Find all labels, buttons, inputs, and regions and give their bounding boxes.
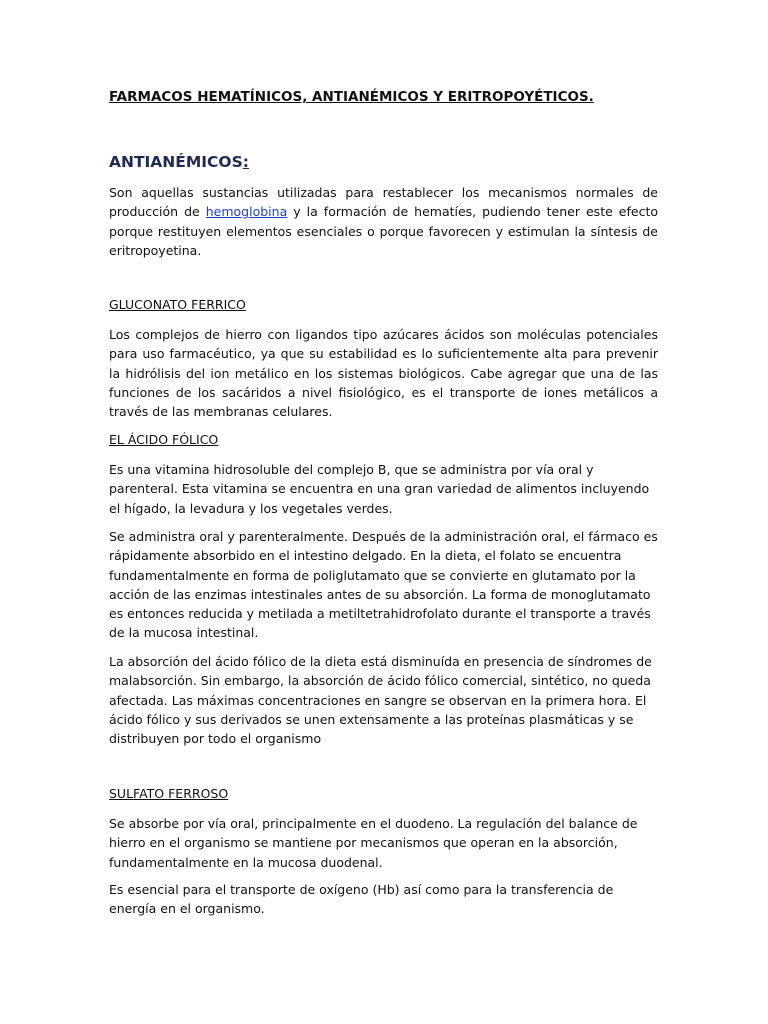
- hemoglobina-link[interactable]: hemoglobina: [205, 204, 288, 220]
- subheading-sulfato-ferroso: SULFATO FERROSO: [109, 786, 229, 801]
- section-heading-colon: :: [242, 153, 249, 171]
- paragraph-sulfato-ferroso-2: Es esencial para el transporte de oxígeno (Hb) así como para la transferencia de energía en el organismo.: [109, 882, 614, 917]
- paragraph-acido-folico-2: Se administra oral y parenteralmente. Después de la administración oral, el fármaco es rápidamente absorbido en el intestino delgado. En la dieta, el folato se encuentra fundamentalmente en forma de poliglutamato que se convierte en glutamato por la acción de las enzimas intestinales antes de su absorción. La forma de monoglutamato es entonces reducida y metilada a metiltetrahidrofolato durante el transporte a través de la mucosa intestinal.: [109, 529, 658, 641]
- paragraph-gluconato-ferrico: Los complejos de hierro con ligandos tipo azúcares ácidos son moléculas potenciales para uso farmacéutico, ya que su estabilidad es lo suficientemente alta para prevenir la hidrólisis del ion metálico en los sistemas biológicos. Cabe agregar que una de las funciones de los sacáridos a nivel fisiológico, es el transporte de iones metálicos a través de las membranas celulares.: [109, 327, 658, 420]
- paragraph-sulfato-ferroso-1: Se absorbe por vía oral, principalmente en el duodeno. La regulación del balance de hierro en el organismo se mantiene por mecanismos que operan en la absorción, fundamentalmente en la mucosa duodenal.: [109, 816, 638, 870]
- document-title: FARMACOS HEMATÍNICOS, ANTIANÉMICOS Y ERITROPOYÉTICOS.: [109, 89, 594, 105]
- intro-text-before-link: Son aquellas sustancias utilizadas para restablecer los mecanismos normales de producción de: [109, 185, 658, 220]
- intro-paragraph: [109, 183, 658, 260]
- subheading-gluconato-ferrico: GLUCONATO FERRICO: [109, 297, 246, 312]
- section-heading-antianemicos: [109, 153, 658, 171]
- subheading-acido-folico: EL ÁCIDO FÓLICO: [109, 432, 219, 447]
- paragraph-acido-folico-3: La absorción del ácido fólico de la dieta está disminuída en presencia de síndromes de malabsorción. Sin embargo, la absorción de ácido fólico comercial, sintético, no queda afectada. Las máximas concentraciones en sangre se observan en la primera hora. El ácido fólico y sus derivados se unen extensamente a las proteínas plasmáticas y se distribuyen por todo el organismo: [109, 654, 652, 747]
- section-heading-text: ANTIANÉMICOS: [109, 153, 243, 171]
- paragraph-acido-folico-1: Es una vitamina hidrosoluble del complejo B, que se administra por vía oral y parenteral. Esta vitamina se encuentra en una gran variedad de alimentos incluyendo el hígado, la levadura y los vegetales verdes.: [109, 462, 650, 516]
- intro-text-after-link: y la formación de hematíes, pudiendo tener este efecto porque restituyen elementos esenciales o porque favorecen y estimulan la síntesis de eritropoyetina.: [109, 204, 659, 258]
